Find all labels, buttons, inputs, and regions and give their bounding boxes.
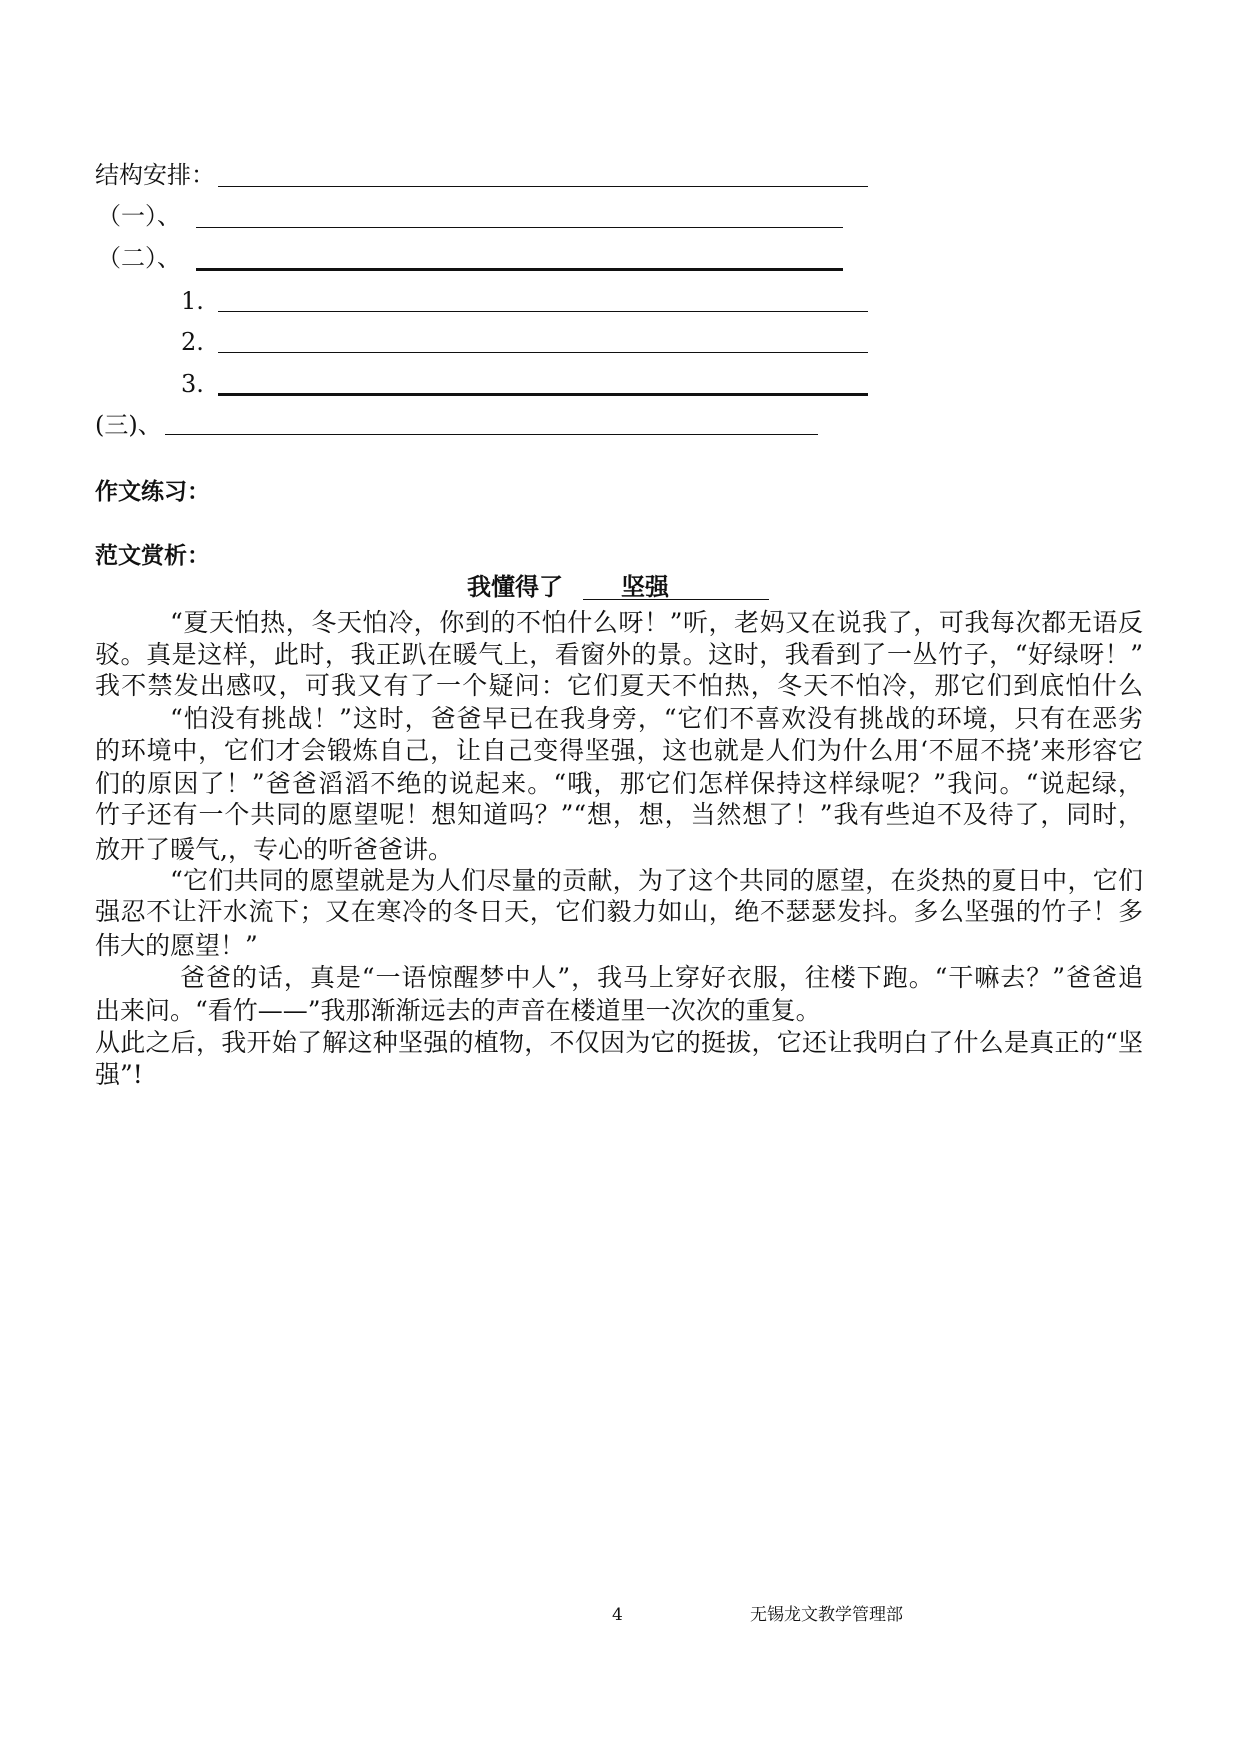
essay-line: 出来问。“看竹——”我那渐渐远去的声音在楼道里一次次的重复。 [95,996,821,1025]
composition-practice-heading: 作文练习： [95,478,210,505]
section-3-blank[interactable] [165,434,818,435]
essay-line: 们的原因了！”爸爸滔滔不绝的说起来。“哦，那它们怎样保持这样绿呢？”我问。“说起绿， [95,769,1143,798]
sub-item-1-blank[interactable] [218,311,868,312]
essay-line: 放开了暖气,，专心的听爸爸讲。 [95,835,453,864]
model-essay-heading: 范文赏析： [95,542,210,569]
sub-item-2-blank[interactable] [218,352,868,353]
essay-line: 竹子还有一个共同的愿望呢！想知道吗？”“想，想，当然想了！”我有些迫不及待了，同时， [95,800,1143,829]
sub-item-3-blank[interactable] [218,393,868,396]
essay-line: 强”! [95,1060,143,1089]
essay-title-blank [583,571,769,600]
section-2-blank[interactable] [196,268,843,271]
essay-line: 强忍不让汗水流下；又在寒冷的冬日天，它们毅力如山，绝不瑟瑟发抖。多么坚强的竹子！多 [95,897,1143,926]
essay-title-prefix: 我懂得了 [467,572,563,601]
structure-label: 结构安排： [95,161,215,189]
sub-item-3-label: 3. [181,370,204,398]
essay-line: 的环境中，它们才会锻炼自己，让自己变得坚强，这也就是人们为什么用‘不屈不挠’来形容它 [95,736,1143,765]
sub-item-2-label: 2. [181,328,204,356]
essay-line: 伟大的愿望！” [95,931,258,960]
essay-line: 我不禁发出感叹，可我又有了一个疑问：它们夏天不怕热，冬天不怕冷，那它们到底怕什么 [95,671,1143,700]
section-1-label: （一）、 [97,202,181,230]
section-2-label: （二）、 [97,244,181,272]
essay-line: 从此之后，我开始了解这种坚强的植物，不仅因为它的挺拔，它还让我明白了什么是真正的“坚 [95,1028,1143,1057]
essay-line: 爸爸的话，真是“一语惊醒梦中人”，我马上穿好衣服，往楼下跑。“干嘛去？”爸爸追 [180,963,1143,992]
essay-line: “夏天怕热，冬天怕冷，你到的不怕什么呀！”听，老妈又在说我了，可我每次都无语反 [170,608,1143,637]
section-3-label: (三)、 [95,411,162,439]
page-number: 4 [612,1605,623,1625]
essay-line: “怕没有挑战！”这时，爸爸早已在我身旁，“它们不喜欢没有挑战的环境，只有在恶劣 [170,704,1143,733]
essay-line: 驳。真是这样，此时，我正趴在暖气上，看窗外的景。这时，我看到了一丛竹子，“好绿呀！” [95,640,1143,669]
structure-blank[interactable] [218,186,868,187]
sub-item-1-label: 1. [181,287,204,315]
footer-organization: 无锡龙文教学管理部 [750,1605,903,1625]
essay-title-answer: 坚强 [621,572,669,601]
section-1-blank[interactable] [196,227,843,228]
essay-line: “它们共同的愿望就是为人们尽量的贡献，为了这个共同的愿望，在炎热的夏日中，它们 [170,866,1143,895]
